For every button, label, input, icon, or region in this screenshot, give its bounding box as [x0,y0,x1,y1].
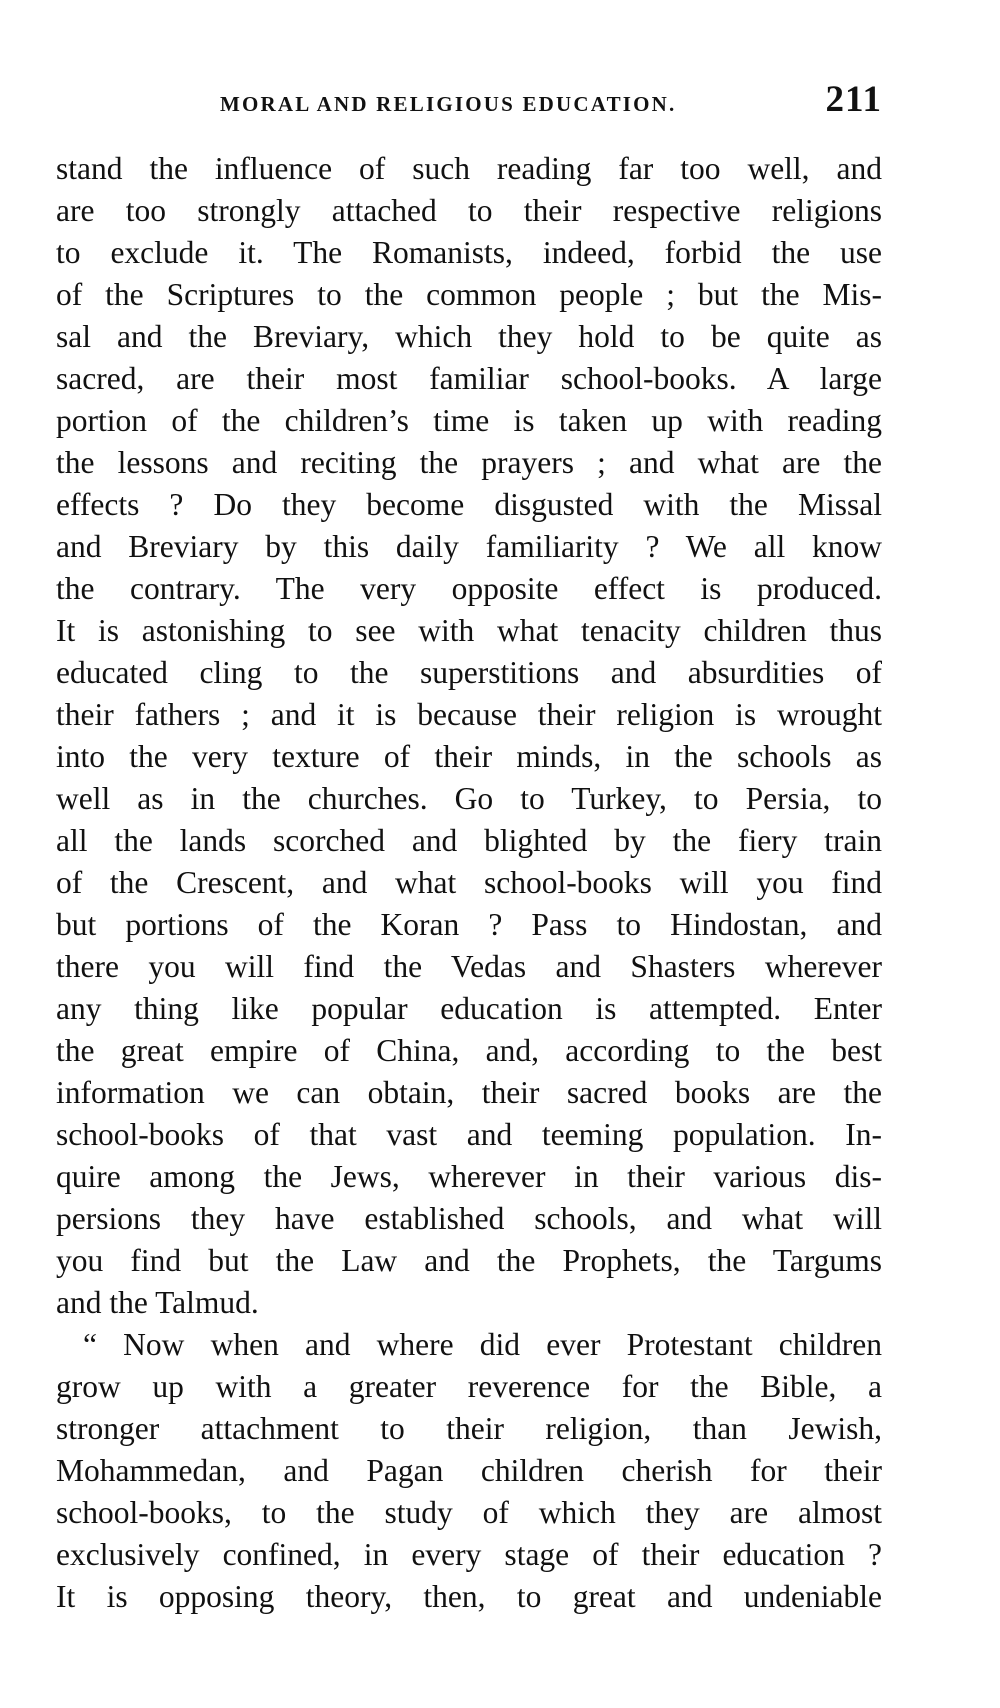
text-line: portion of the children’s time is taken up with reading [56,403,882,438]
text-line: educated cling to the superstitions and absurdities of [56,655,882,690]
text-line: well as in the churches. Go to Turkey, to Persia, to [56,781,882,816]
text-line: and Breviary by this daily familiarity ? We all know [56,529,882,564]
text-line: to exclude it. The Romanists, indeed, forbid the use [56,235,882,270]
running-head [56,78,882,128]
paragraph-end-line: and the Talmud. [56,1285,259,1320]
text-line: you find but the Law and the Prophets, the Targums [56,1243,882,1278]
text-line: all the lands scorched and blighted by the fiery train [56,823,882,858]
text-line: are too strongly attached to their respective religions [56,193,882,228]
text-line: quire among the Jews, wherever in their various dis- [56,1159,882,1194]
text-line: effects ? Do they become disgusted with the Missal [56,487,882,522]
text-line: of the Scriptures to the common people ; but the Mis- [56,277,882,312]
text-line: school-books, to the study of which they are almost [56,1495,882,1530]
text-line: grow up with a greater reverence for the Bible, a [56,1369,882,1404]
text-line: into the very texture of their minds, in the schools as [56,739,882,774]
running-title: MORAL AND RELIGIOUS EDUCATION. [220,92,677,116]
text-line: exclusively confined, in every stage of their education ? [56,1537,882,1572]
text-line: but portions of the Koran ? Pass to Hindostan, and [56,907,882,942]
text-line: the lessons and reciting the prayers ; and what are the [56,445,882,480]
text-line: school-books of that vast and teeming population. In- [56,1117,882,1152]
text-line: of the Crescent, and what school-books will you find [56,865,882,900]
text-line: their fathers ; and it is because their religion is wrought [56,697,882,732]
page-number: 211 [825,79,882,120]
text-line: the contrary. The very opposite effect is produced. [56,571,882,606]
text-line: sal and the Breviary, which they hold to be quite as [56,319,882,354]
text-line: It is opposing theory, then, to great and undeniable [56,1579,882,1614]
text-line: stand the influence of such reading far too well, and [56,151,882,186]
text-line: stronger attachment to their religion, than Jewish, [56,1411,882,1446]
paragraph-start-line: “ Now when and where did ever Protestant children [83,1327,882,1362]
text-line: sacred, are their most familiar school-books. A large [56,361,882,396]
text-line: the great empire of China, and, according to the best [56,1033,882,1068]
text-line: Mohammedan, and Pagan children cherish for their [56,1453,882,1488]
body-text [56,148,882,1618]
text-line: persions they have established schools, and what will [56,1201,882,1236]
text-line: there you will find the Vedas and Shasters wherever [56,949,882,984]
text-line: information we can obtain, their sacred books are the [56,1075,882,1110]
text-line: It is astonishing to see with what tenacity children thus [56,613,882,648]
text-line: any thing like popular education is attempted. Enter [56,991,882,1026]
